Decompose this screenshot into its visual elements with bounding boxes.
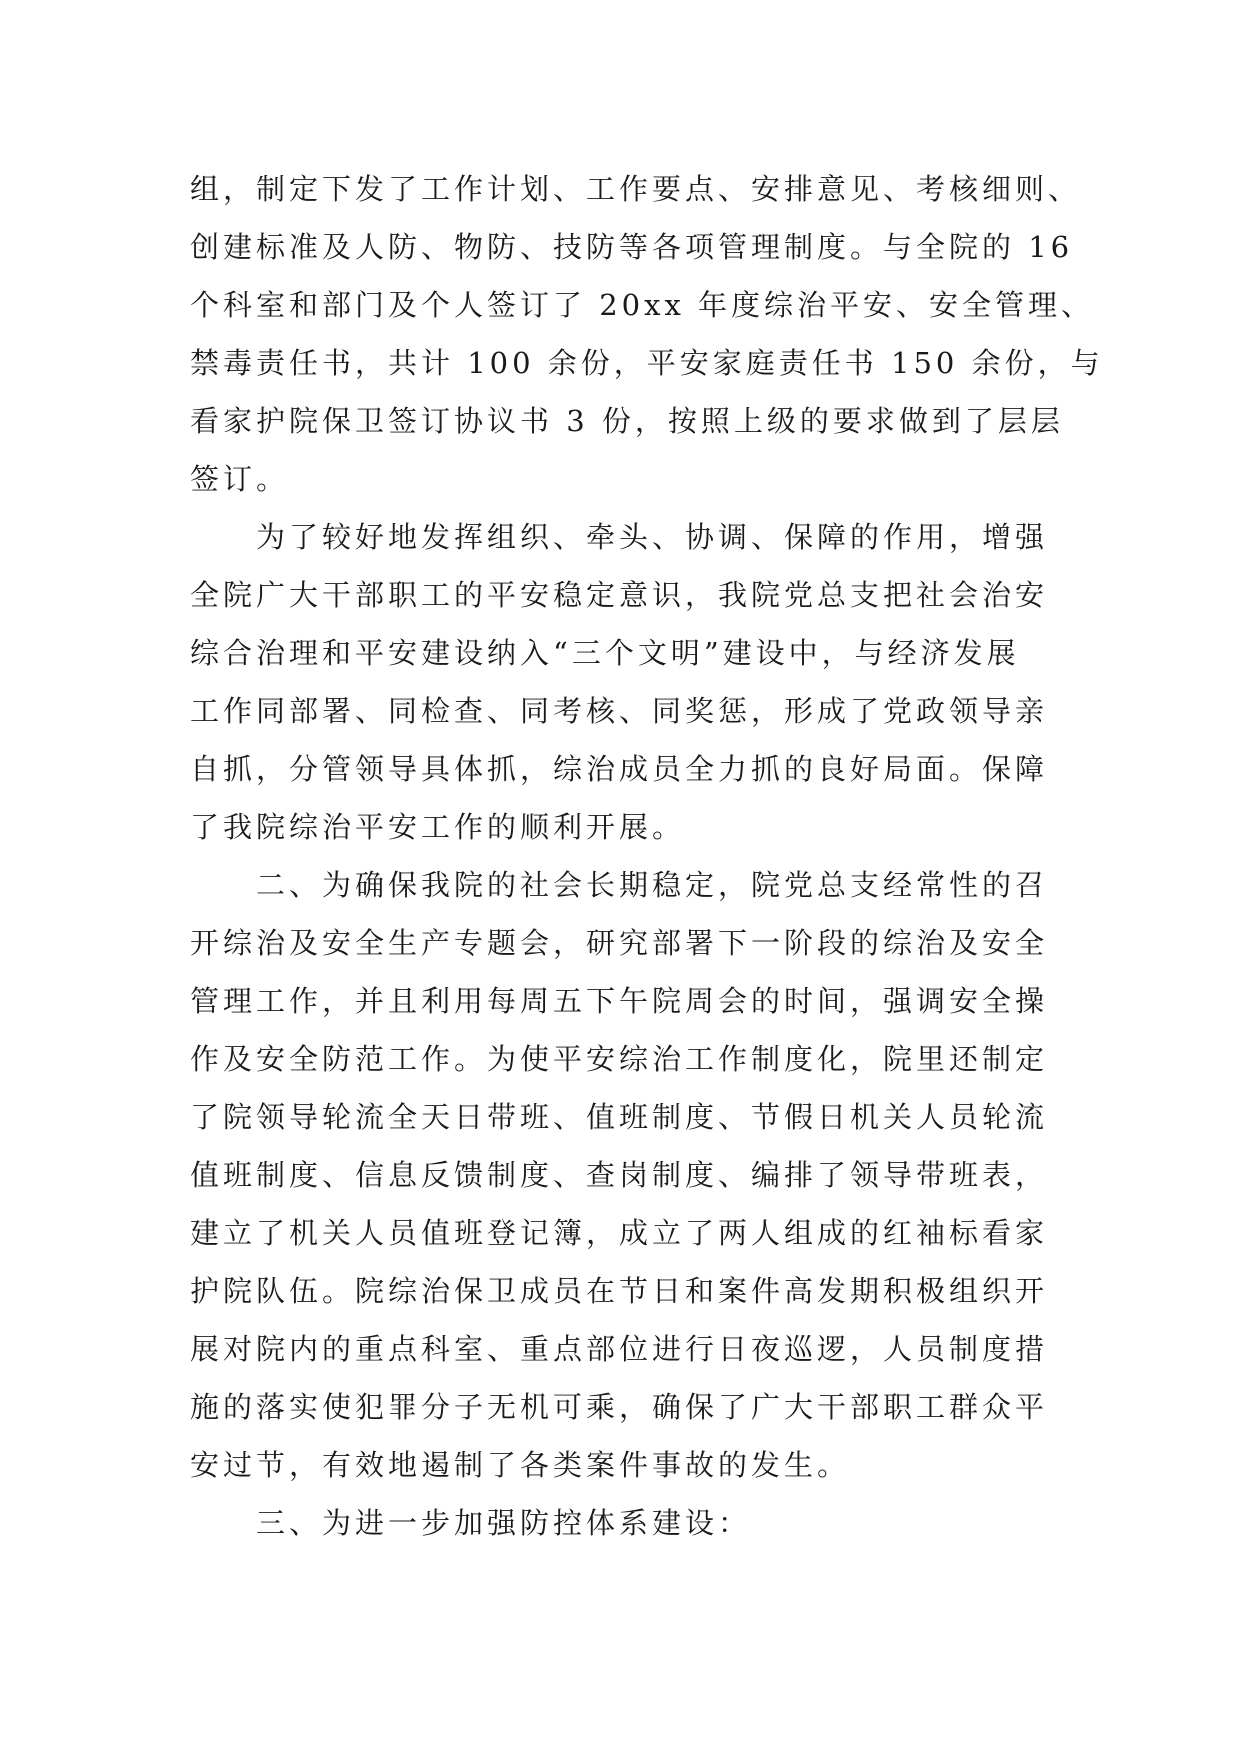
text-line: 建立了机关人员值班登记簿，成立了两人组成的红袖标看家 [190,1216,1049,1250]
text-line: 为了较好地发挥组织、牵头、协调、保障的作用，增强 [256,520,1049,554]
text-line: 展对院内的重点科室、重点部位进行日夜巡逻，人员制度措 [190,1332,1049,1366]
text-line: 签订。 [190,462,290,496]
text-line: 安过节，有效地遏制了各类案件事故的发生。 [190,1448,851,1482]
text-line: 管理工作，并且利用每周五下午院周会的时间，强调安全操 [190,984,1049,1018]
text-line: 工作同部署、同检查、同考核、同奖惩，形成了党政领导亲 [190,694,1049,728]
text-line: 护院队伍。院综治保卫成员在节日和案件高发期积极组织开 [190,1274,1049,1308]
text-line: 开综治及安全生产专题会，研究部署下一阶段的综治及安全 [190,926,1049,960]
text-line: 了院领导轮流全天日带班、值班制度、节假日机关人员轮流 [190,1100,1049,1134]
text-line: 二、为确保我院的社会长期稳定，院党总支经常性的召 [256,868,1049,902]
text-line: 作及安全防范工作。为使平安综治工作制度化，院里还制定 [190,1042,1049,1076]
text-line: 看家护院保卫签订协议书 3 份，按照上级的要求做到了层层 [190,404,1064,438]
text-line: 三、为进一步加强防控体系建设： [256,1506,752,1540]
paragraph-1 [190,160,1104,508]
text-line: 个科室和部门及个人签订了 20xx 年度综治平安、安全管理、 [190,288,1095,322]
text-line: 禁毒责任书，共计 100 余份，平安家庭责任书 150 余份，与 [190,346,1104,380]
paragraph-2 [190,508,1070,856]
document-body [190,160,1104,1552]
paragraph-3 [190,856,1070,1494]
text-line: 综合治理和平安建设纳入“三个文明”建设中，与经济发展 [190,636,1020,670]
text-line: 值班制度、信息反馈制度、查岗制度、编排了领导带班表， [190,1158,1049,1192]
text-line: 创建标准及人防、物防、技防等各项管理制度。与全院的 16 [190,230,1074,264]
paragraph-4 [190,1494,1070,1552]
text-line: 组，制定下发了工作计划、工作要点、安排意见、考核细则、 [190,172,1082,206]
text-line: 施的落实使犯罪分子无机可乘，确保了广大干部职工群众平 [190,1390,1049,1424]
text-line: 了我院综治平安工作的顺利开展。 [190,810,686,844]
text-line: 自抓，分管领导具体抓，综治成员全力抓的良好局面。保障 [190,752,1049,786]
text-line: 全院广大干部职工的平安稳定意识，我院党总支把社会治安 [190,578,1049,612]
